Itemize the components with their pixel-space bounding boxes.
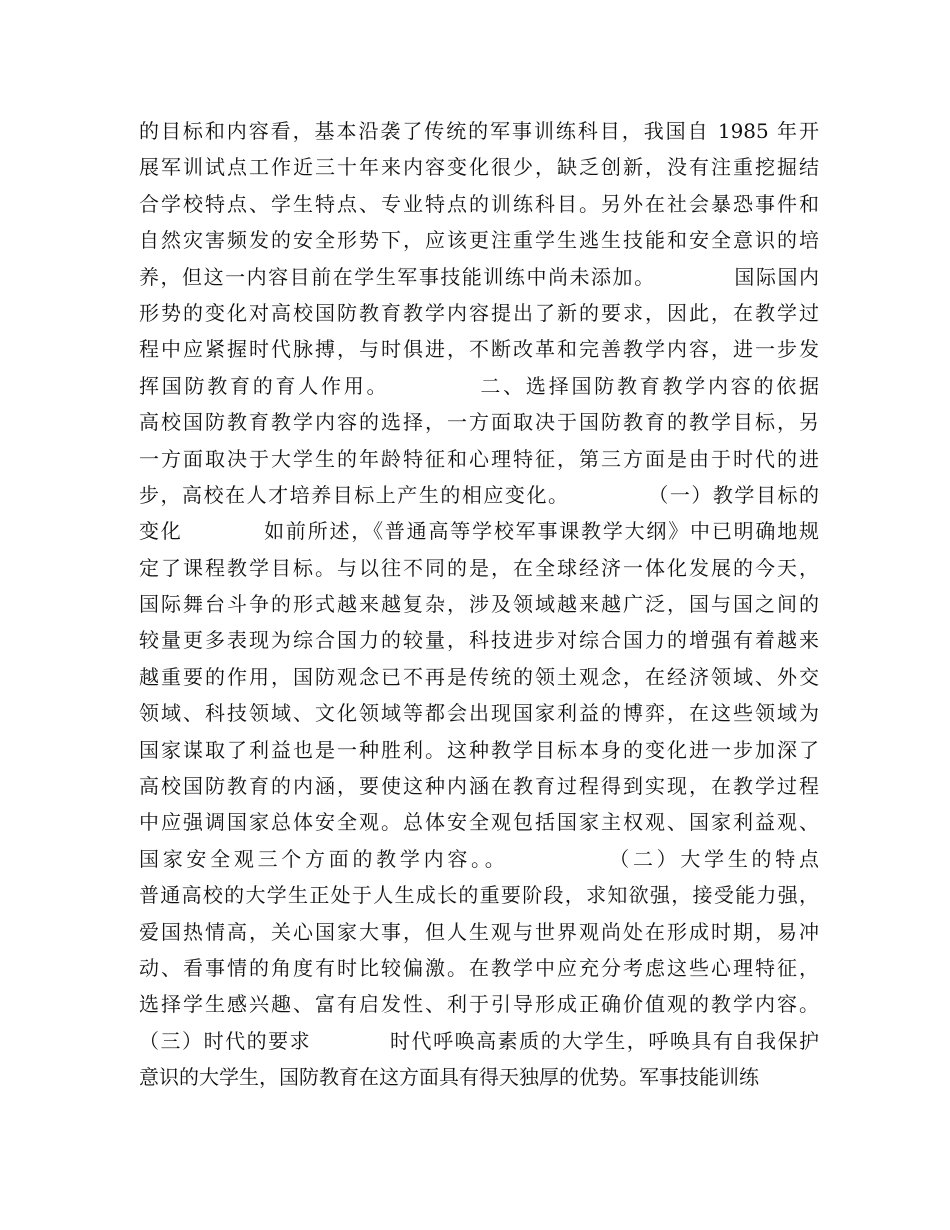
text-line: 高校国防教育的内涵，要使这种内涵在教育过程得到实现，在教学过程 bbox=[139, 774, 819, 799]
text-line: 变化 如前所述，《普通高等学校军事课教学大纲》中已明确地规 bbox=[139, 519, 819, 544]
text-line: 一方面取决于大学生的年龄特征和心理特征，第三方面是由于时代的进 bbox=[139, 446, 819, 471]
text-line: 越重要的作用，国防观念已不再是传统的领土观念，在经济领域、外交 bbox=[139, 664, 819, 689]
text-line: 形势的变化对高校国防教育教学内容提出了新的要求，因此，在教学过 bbox=[139, 300, 819, 325]
body-text bbox=[139, 113, 819, 1096]
text-line: 程中应紧握时代脉搏，与时俱进，不断改革和完善教学内容，进一步发 bbox=[139, 337, 819, 362]
text-line: 领域、科技领域、文化领域等都会出现国家利益的博弈，在这些领域为 bbox=[139, 701, 819, 726]
text-line: 中应强调国家总体安全观。总体安全观包括国家主权观、国家利益观、 bbox=[139, 810, 819, 835]
text-line: 国际舞台斗争的形式越来越复杂，涉及领域越来越广泛，国与国之间的 bbox=[139, 592, 819, 617]
text-line: 挥国防教育的育人作用。 二、选择国防教育教学内容的依据 bbox=[139, 373, 819, 398]
text-line: 养，但这一内容目前在学生军事技能训练中尚未添加。 国际国内 bbox=[139, 264, 819, 289]
text-line: 动、看事情的角度有时比较偏激。在教学中应充分考虑这些心理特征， bbox=[139, 955, 819, 980]
text-line: 定了课程教学目标。与以往不同的是，在全球经济一体化发展的今天， bbox=[139, 555, 819, 580]
text-line: 国家谋取了利益也是一种胜利。这种教学目标本身的变化进一步加深了 bbox=[139, 737, 819, 762]
text-line: 较量更多表现为综合国力的较量，科技进步对综合国力的增强有着越来 bbox=[139, 628, 819, 653]
text-line: （三）时代的要求 时代呼唤高素质的大学生，呼唤具有自我保护 bbox=[139, 1028, 819, 1053]
text-line: 展军训试点工作近三十年来内容变化很少，缺乏创新，没有注重挖掘结 bbox=[139, 155, 819, 180]
text-line: 的目标和内容看，基本沿袭了传统的军事训练科目，我国自 1985 年开 bbox=[139, 119, 819, 143]
text-line: 爱国热情高，关心国家大事，但人生观与世界观尚处在形成时期，易冲 bbox=[139, 919, 819, 944]
text-line: 普通高校的大学生正处于人生成长的重要阶段，求知欲强，接受能力强， bbox=[139, 883, 819, 908]
text-line: 意识的大学生，国防教育在这方面具有得天独厚的优势。军事技能训练 bbox=[139, 1065, 759, 1090]
text-line: 步，高校在人才培养目标上产生的相应变化。 （一）教学目标的 bbox=[139, 482, 819, 507]
text-line: 高校国防教育教学内容的选择，一方面取决于国防教育的教学目标，另 bbox=[139, 410, 819, 435]
text-line: 自然灾害频发的安全形势下，应该更注重学生逃生技能和安全意识的培 bbox=[139, 228, 819, 253]
text-line: 国家安全观三个方面的教学内容。。 （二）大学生的特点 bbox=[139, 846, 819, 871]
text-line: 合学校特点、学生特点、专业特点的训练科目。另外在社会暴恐事件和 bbox=[139, 191, 819, 216]
text-line: 选择学生感兴趣、富有启发性、利于引导形成正确价值观的教学内容。 bbox=[139, 992, 819, 1017]
